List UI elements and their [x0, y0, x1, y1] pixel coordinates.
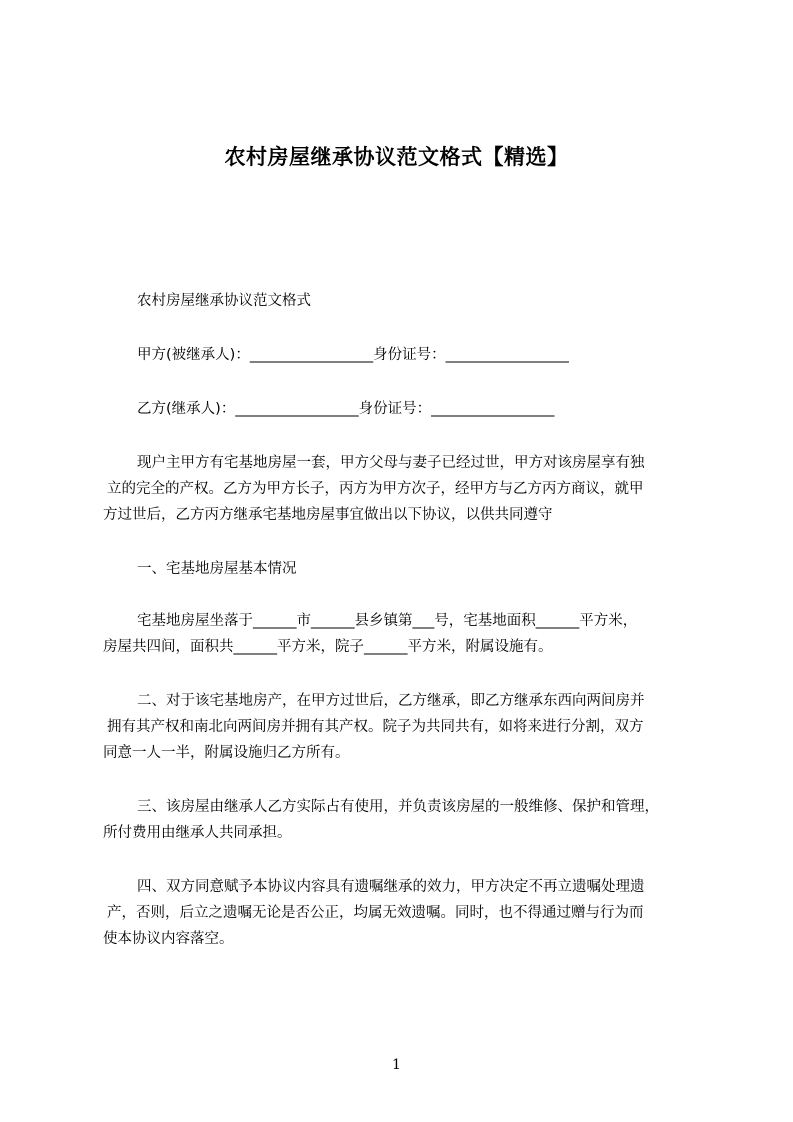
paragraph-line: 产，否则，后立之遗嘱无论是否公正，均属无效遗嘱。同时，也不得通过赠与行为而 — [107, 905, 644, 921]
paragraph-line: 所付费用由继承人共同承担。 — [103, 825, 292, 841]
paragraph-line: 三、该房屋由继承人乙方实际占有使用，并负责该房屋的一般维修、保护和管理， — [137, 799, 659, 815]
document-subtitle: 农村房屋继承协议范文格式 — [137, 293, 311, 309]
section-1-paragraph — [103, 608, 703, 660]
intro-paragraph — [103, 450, 703, 528]
section-3-paragraph — [103, 794, 703, 846]
paragraph-line: 四、双方同意赋予本协议内容具有遗嘱继承的效力，甲方决定不再立遗嘱处理遗 — [137, 879, 645, 895]
document-title: 农村房屋继承协议范文格式【精选】 — [224, 145, 569, 169]
paragraph-line: 同意一人一半，附属设施归乙方所有。 — [103, 745, 350, 761]
paragraph-line: 拥有其产权和南北向两间房并拥有其产权。院子为共同共有，如将来进行分割，双方 — [107, 719, 644, 735]
paragraph-line: 房屋共四间，面积共______平方米，院子______平方米，附属设施有。 — [103, 639, 553, 655]
paragraph-line: 宅基地房屋坐落于______市______县乡镇第___号，宅基地面积______平方米， — [137, 613, 638, 629]
section-1-heading: 一、宅基地房屋基本情况 — [137, 561, 297, 577]
party-b-line: 乙方(继承人)：_________________身份证号：_________________ — [137, 401, 555, 417]
paragraph-line: 方过世后，乙方丙方继承宅基地房屋事宜做出以下协议，以供共同遵守 — [103, 507, 553, 523]
section-4-paragraph — [103, 874, 703, 952]
paragraph-line: 现户主甲方有宅基地房屋一套，甲方父母与妻子已经过世，甲方对该房屋享有独 — [137, 455, 645, 471]
party-a-line: 甲方(被继承人)：_________________身份证号：_________________ — [137, 347, 569, 363]
section-2-paragraph — [103, 688, 703, 766]
page-number: 1 — [392, 1057, 401, 1073]
paragraph-line: 使本协议内容落空。 — [103, 931, 234, 947]
paragraph-line: 二、对于该宅基地房产，在甲方过世后，乙方继承，即乙方继承东西向两间房并 — [137, 693, 645, 709]
paragraph-line: 立的完全的产权。乙方为甲方长子，丙方为甲方次子，经甲方与乙方丙方商议，就甲 — [107, 481, 644, 497]
